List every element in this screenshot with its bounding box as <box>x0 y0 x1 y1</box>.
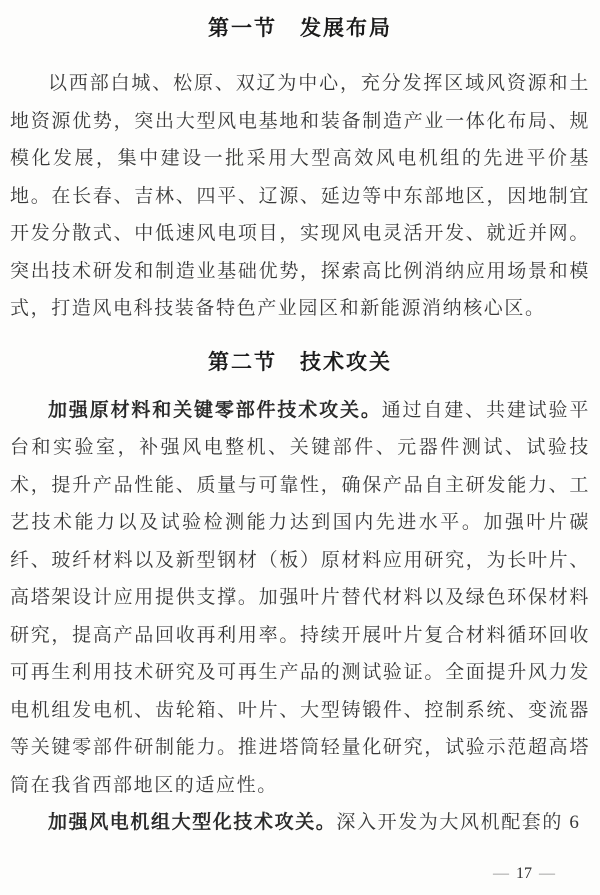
paragraph-text: 通过自建、共建试验平台和实验室，补强风电整机、关键部件、元器件测试、试验技术，提升产品性能、质量与可靠性，确保产品自主研发能力、工艺技术能力以及试验检测能力达到国内先进水平。加强叶片碳纤、玻纤材料以及新型钢材（板）原材料应用研究，为长叶片、高塔架设计应用提供支撑。加强叶片替代材料以及绿色环保材料研究，提高产品回收再利用率。持续开展叶片复合材料循环回收可再生利用技术研究及可再生产品的测试验证。全面提升风力发电机组发电机、齿轮箱、叶片、大型铸锻件、控制系统、变流器等关键零部件研制能力。推进塔筒轻量化研究，试验示范超高塔筒在我省西部地区的适应性。 <box>10 399 590 796</box>
section-heading-2: 第二节 技术攻关 <box>208 350 392 374</box>
page-number-value: 17 <box>516 865 532 882</box>
page-number <box>486 865 562 883</box>
paragraph <box>10 65 590 328</box>
paragraph-text: 深入开发为大风机配套的 6 <box>336 812 581 833</box>
paragraph <box>10 804 590 842</box>
page-number-dash-left: — <box>493 865 509 882</box>
paragraph-lead: 加强原材料和关键零部件技术攻关。 <box>48 399 382 421</box>
paragraph-lead: 加强风电机组大型化技术攻关。 <box>48 812 337 833</box>
paragraph <box>10 392 590 805</box>
section-heading-1: 第一节 发展布局 <box>208 17 392 40</box>
paragraph-text: 以西部白城、松原、双辽为中心，充分发挥区域风资源和土地资源优势，突出大型风电基地和装备制造产业一体化布局、规模化发展，集中建设一批采用大型高效风电机组的先进平价基地。在长春、吉林、四平、辽源、延边等中东部地区，因地制宜开发分散式、中低速风电项目，实现风电灵活开发、就近并网。突出技术研发和制造业基础优势，探索高比例消纳应用场景和模式，打造风电科技装备特色产业园区和新能源消纳核心区。 <box>10 73 590 319</box>
page-number-dash-right: — <box>539 865 555 882</box>
